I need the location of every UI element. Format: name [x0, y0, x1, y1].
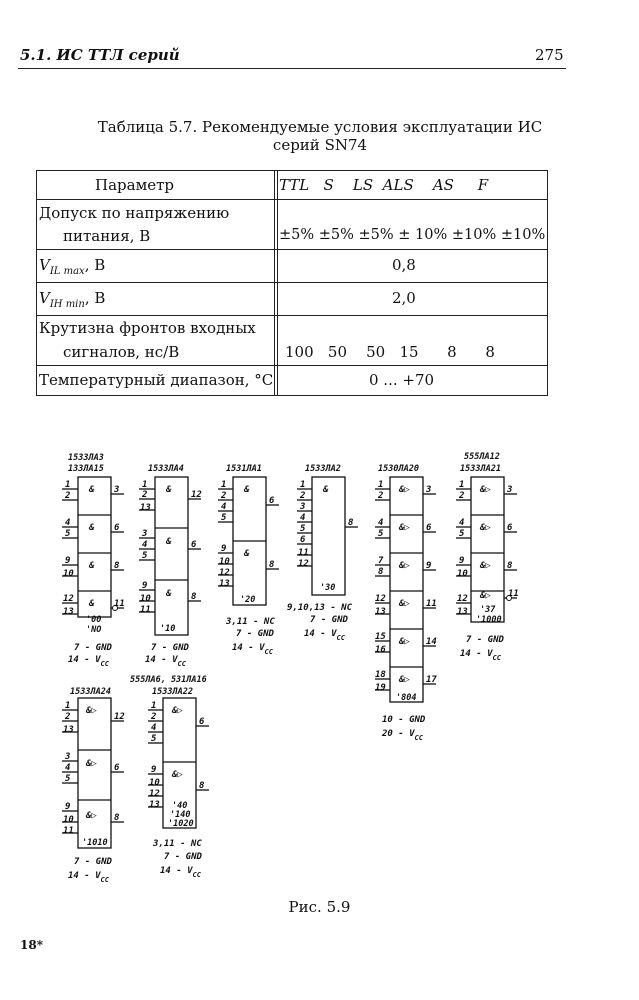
- chip6-series2: '1000: [476, 615, 502, 625]
- chip3-pin: 6: [269, 496, 275, 506]
- chip5-pin: 19: [375, 683, 386, 693]
- table-header-param: Параметр: [95, 176, 175, 194]
- chip5-pin: 9: [426, 561, 432, 571]
- chip7-series: '1010: [82, 838, 108, 848]
- chip7-pin: 1: [65, 701, 71, 711]
- chip5-power-vcc: $20 - V_{CC}$: [382, 729, 423, 742]
- chip4-pin: 4: [300, 513, 306, 523]
- chip7-pin: 13: [63, 725, 74, 735]
- chip3-pin: 13: [219, 579, 230, 589]
- chip4-power-vcc: $14 - V_{CC}$: [304, 629, 345, 642]
- chip5-gate-symbol: &▷: [399, 485, 410, 495]
- chip4-pin: 5: [300, 524, 306, 534]
- chip1-pin: 2: [65, 491, 71, 501]
- chip2-pin: 3: [142, 529, 148, 539]
- chip5-gate-symbol: &▷: [399, 599, 410, 609]
- chip5-pin: 6: [426, 523, 432, 533]
- chip1-pin: 12: [63, 594, 74, 604]
- chip3-gate2-symbol: &: [244, 549, 250, 559]
- chip8-pin: 5: [151, 734, 157, 744]
- chip6-power-gnd: 7 - GND: [466, 635, 504, 645]
- chip2-pin: 6: [191, 540, 197, 550]
- chip5-power-gnd: 10 - GND: [382, 715, 426, 725]
- chip3-pin: 9: [221, 544, 227, 554]
- chip2-pin: 12: [191, 490, 202, 500]
- operating-conditions-table: [36, 170, 548, 396]
- chip8-pin: 10: [149, 778, 160, 788]
- table-header-series: TTL S LS ALS AS F: [279, 176, 489, 194]
- row-temp-label: Температурный диапазон, °C: [39, 371, 274, 389]
- chip6-pin: 3: [507, 485, 513, 495]
- chip1-gate1-symbol: &: [89, 485, 95, 495]
- chip6-title2: 1533ЛА21: [460, 464, 501, 474]
- chip7-pin: 6: [114, 763, 120, 773]
- row-vil-value: 0,8: [392, 256, 416, 274]
- chip8-power-nc: 3,11 - NC: [153, 839, 202, 849]
- chip5-pin: 16: [375, 645, 386, 655]
- chip6-pin: 1: [459, 480, 465, 490]
- row-slew-label2: сигналов, нс/В: [63, 343, 180, 361]
- chip1-pin: 13: [63, 607, 74, 617]
- chip5-gate-symbol: &▷: [399, 523, 410, 533]
- table-caption-line2: серий SN74: [272, 136, 368, 154]
- chip8-series3: '1020: [168, 819, 194, 829]
- chip3-pin: 5: [221, 513, 227, 523]
- chip3-pin: 4: [221, 502, 227, 512]
- table-rule: [37, 365, 547, 366]
- chip6-gate-symbol: &▷: [480, 591, 491, 601]
- chip3-pin: 1: [221, 480, 227, 490]
- chip1-title2: 133ЛА15: [68, 464, 104, 474]
- chip2-title: 1533ЛА4: [148, 464, 184, 474]
- chip4-series: '30: [320, 583, 336, 593]
- chip4-pin: 1: [300, 480, 306, 490]
- chip7-gate-symbol: &▷: [86, 759, 97, 769]
- chip1-series: '00: [86, 615, 102, 625]
- chip1-pin: 11: [114, 599, 125, 609]
- chip3-pin: 12: [219, 568, 230, 578]
- chip4-pin: 3: [300, 502, 306, 512]
- chip8-power-vcc: $14 - V_{CC}$: [160, 866, 201, 879]
- chip4-power-gnd: 7 - GND: [310, 615, 348, 625]
- chip5-pin: 13: [375, 607, 386, 617]
- chip1-power-gnd: 7 - GND: [74, 643, 112, 653]
- table-rule: [37, 199, 547, 200]
- chip8-series: '40: [172, 801, 188, 811]
- chip2-pin: 2: [142, 490, 148, 500]
- chip8-pin: 8: [199, 781, 205, 791]
- row-vih-label: $V_{IH min}$, В: [39, 289, 106, 310]
- chip2-gate3-symbol: &: [166, 589, 172, 599]
- chip5-pin: 12: [375, 594, 386, 604]
- chip1-pin: 8: [114, 561, 120, 571]
- chip2-power-vcc: $14 - V_{CC}$: [145, 655, 186, 668]
- chip7-title: 1533ЛА24: [70, 687, 111, 697]
- chip1-pin: 1: [65, 480, 71, 490]
- chip8-pin: 2: [151, 712, 157, 722]
- chip5-gate-symbol: &▷: [399, 637, 410, 647]
- chip8-gate-symbol: &▷: [172, 770, 183, 780]
- chip3-pin: 10: [219, 557, 230, 567]
- chip4-pin: 2: [300, 491, 306, 501]
- chip4-pin: 12: [298, 559, 309, 569]
- chip5-pin: 7: [378, 556, 384, 566]
- chip8-power-gnd: 7 - GND: [164, 852, 202, 862]
- chip1-pin: 3: [114, 485, 120, 495]
- chip1-pin: 5: [65, 529, 71, 539]
- row-slew-value: 100 50 50 15 8 8: [285, 343, 495, 361]
- chip6-pin: 6: [507, 523, 513, 533]
- chip3-series: '20: [240, 595, 256, 605]
- chip7-power-vcc: $14 - V_{CC}$: [68, 871, 109, 884]
- chip5-pin: 15: [375, 632, 386, 642]
- chip7-pin: 4: [65, 763, 71, 773]
- table-rule: [37, 315, 547, 316]
- chip1-pin: 4: [65, 518, 71, 528]
- chip8-title1: 555ЛА6, 531ЛА16: [130, 675, 207, 685]
- chip2-pin: 11: [140, 605, 151, 615]
- chip4-title: 1533ЛА2: [305, 464, 341, 474]
- chip6-pin: 8: [507, 561, 513, 571]
- chip7-pin: 11: [63, 826, 74, 836]
- chip5-pin: 8: [378, 567, 384, 577]
- chip1-pin: 10: [63, 569, 74, 579]
- chip8-title2: 1533ЛА22: [152, 687, 193, 697]
- chip7-pin: 12: [114, 712, 125, 722]
- chip6-pin: 13: [457, 607, 468, 617]
- chip7-pin: 2: [65, 712, 71, 722]
- chip1-pin: 9: [65, 556, 71, 566]
- chip6-pin: 10: [457, 569, 468, 579]
- printer-signature: 18*: [20, 938, 43, 952]
- chip6-pin: 4: [459, 518, 465, 528]
- chip3-pin: 8: [269, 560, 275, 570]
- chip3-title: 1531ЛА1: [226, 464, 262, 474]
- chip2-series: '10: [160, 624, 176, 634]
- table-column-divider-double: [277, 171, 278, 395]
- chip4-pin: 11: [298, 548, 309, 558]
- table-rule: [37, 282, 547, 283]
- chip5-pin: 3: [426, 485, 432, 495]
- chip5-title: 1530ЛА20: [378, 464, 419, 474]
- chip5-pin: 2: [378, 491, 384, 501]
- chip3-power-vcc: $14 - V_{CC}$: [232, 643, 273, 656]
- chip7-power-gnd: 7 - GND: [74, 857, 112, 867]
- chip2-pin: 4: [142, 540, 148, 550]
- chip4-pin: 8: [348, 518, 354, 528]
- table-column-divider: [274, 171, 275, 395]
- chip5-pin: 11: [426, 599, 437, 609]
- chip5-pin: 1: [378, 480, 384, 490]
- row-temp-value: 0 ... +70: [369, 371, 435, 389]
- chip5-pin: 18: [375, 670, 386, 680]
- chip3-pin: 2: [221, 491, 227, 501]
- row-supply-tolerance-label2: питания, В: [63, 227, 151, 245]
- chip3-power-nc: 3,11 - NC: [226, 617, 275, 627]
- chip2-pin: 8: [191, 592, 197, 602]
- chip1-title1: 1533ЛА3: [68, 453, 104, 463]
- chip2-pin: 5: [142, 551, 148, 561]
- chip2-pin: 9: [142, 581, 148, 591]
- chip8-pin: 9: [151, 765, 157, 775]
- chip6-pin: 2: [459, 491, 465, 501]
- chip6-gate-symbol: &▷: [480, 561, 491, 571]
- chip2-pin: 1: [142, 480, 148, 490]
- chip2-power-gnd: 7 - GND: [151, 643, 189, 653]
- chip6-gate-symbol: &▷: [480, 523, 491, 533]
- chip6-pin: 5: [459, 529, 465, 539]
- chip1-pin: 6: [114, 523, 120, 533]
- chip7-gate-symbol: &▷: [86, 706, 97, 716]
- chip7-pin: 8: [114, 813, 120, 823]
- chip5-series: '804: [396, 693, 417, 703]
- chip2-pin: 10: [140, 594, 151, 604]
- chip6-pin: 9: [459, 556, 465, 566]
- header-rule: [18, 68, 566, 69]
- chip5-pin: 17: [426, 675, 437, 685]
- chip2-gate2-symbol: &: [166, 537, 172, 547]
- chip4-power-nc: 9,10,13 - NC: [287, 603, 353, 613]
- chip4-pin: 6: [300, 535, 306, 545]
- row-supply-tolerance-value: ±5% ±5% ±5% ± 10% ±10% ±10%: [279, 227, 546, 243]
- chip8-series2: '140: [170, 810, 191, 820]
- chip6-title1: 555ЛА12: [464, 452, 500, 462]
- chip8-gate-symbol: &▷: [172, 706, 183, 716]
- chip7-gate-symbol: &▷: [86, 811, 97, 821]
- table-caption-line1: Таблица 5.7. Рекомендуемые условия эксплуатации ИС: [97, 118, 543, 136]
- chip2-gate1-symbol: &: [166, 485, 172, 495]
- row-vil-label: $V_{IL max}$, В: [39, 256, 106, 277]
- row-vih-value: 2,0: [392, 289, 416, 307]
- chip8-pin: 6: [199, 717, 205, 727]
- page-number: 275: [535, 46, 564, 64]
- chip1-power-vcc: $14 - V_{CC}$: [68, 655, 109, 668]
- chip3-power-gnd: 7 - GND: [236, 629, 274, 639]
- running-header-section: 5.1. ИС ТТЛ серий: [20, 46, 180, 64]
- chip7-pin: 5: [65, 774, 71, 784]
- chip7-pin: 3: [65, 752, 71, 762]
- chip8-pin: 13: [149, 800, 160, 810]
- chip2-pin: 13: [140, 503, 151, 513]
- chip6-power-vcc: $14 - V_{CC}$: [460, 649, 501, 662]
- chip5-pin: 4: [378, 518, 384, 528]
- chip7-pin: 9: [65, 802, 71, 812]
- chip6-series: '37: [480, 605, 496, 615]
- table-rule: [37, 249, 547, 250]
- chip1-gate4-symbol: &: [89, 599, 95, 609]
- chip7-pin: 10: [63, 815, 74, 825]
- chip3-gate1-symbol: &: [244, 485, 250, 495]
- chip1-gate2-symbol: &: [89, 523, 95, 533]
- chip5-pin: 14: [426, 637, 437, 647]
- chip8-pin: 1: [151, 701, 157, 711]
- ic-pinout-figure: [0, 440, 639, 895]
- chip8-pin: 4: [151, 723, 157, 733]
- chip8-pin: 12: [149, 789, 160, 799]
- chip4-gate-symbol: &: [323, 485, 329, 495]
- chip6-pin: 12: [457, 594, 468, 604]
- chip5-gate-symbol: &▷: [399, 561, 410, 571]
- chip5-pin: 5: [378, 529, 384, 539]
- row-slew-label: Крутизна фронтов входных: [39, 319, 256, 337]
- figure-caption: Рис. 5.9: [288, 898, 351, 916]
- chip5-gate-symbol: &▷: [399, 675, 410, 685]
- row-supply-tolerance-label: Допуск по напряжению: [39, 204, 230, 222]
- chip1-gate3-symbol: &: [89, 561, 95, 571]
- chip1-series2: 'NO: [86, 625, 102, 635]
- chip6-pin: 11: [508, 589, 519, 599]
- chip6-gate-symbol: &▷: [480, 485, 491, 495]
